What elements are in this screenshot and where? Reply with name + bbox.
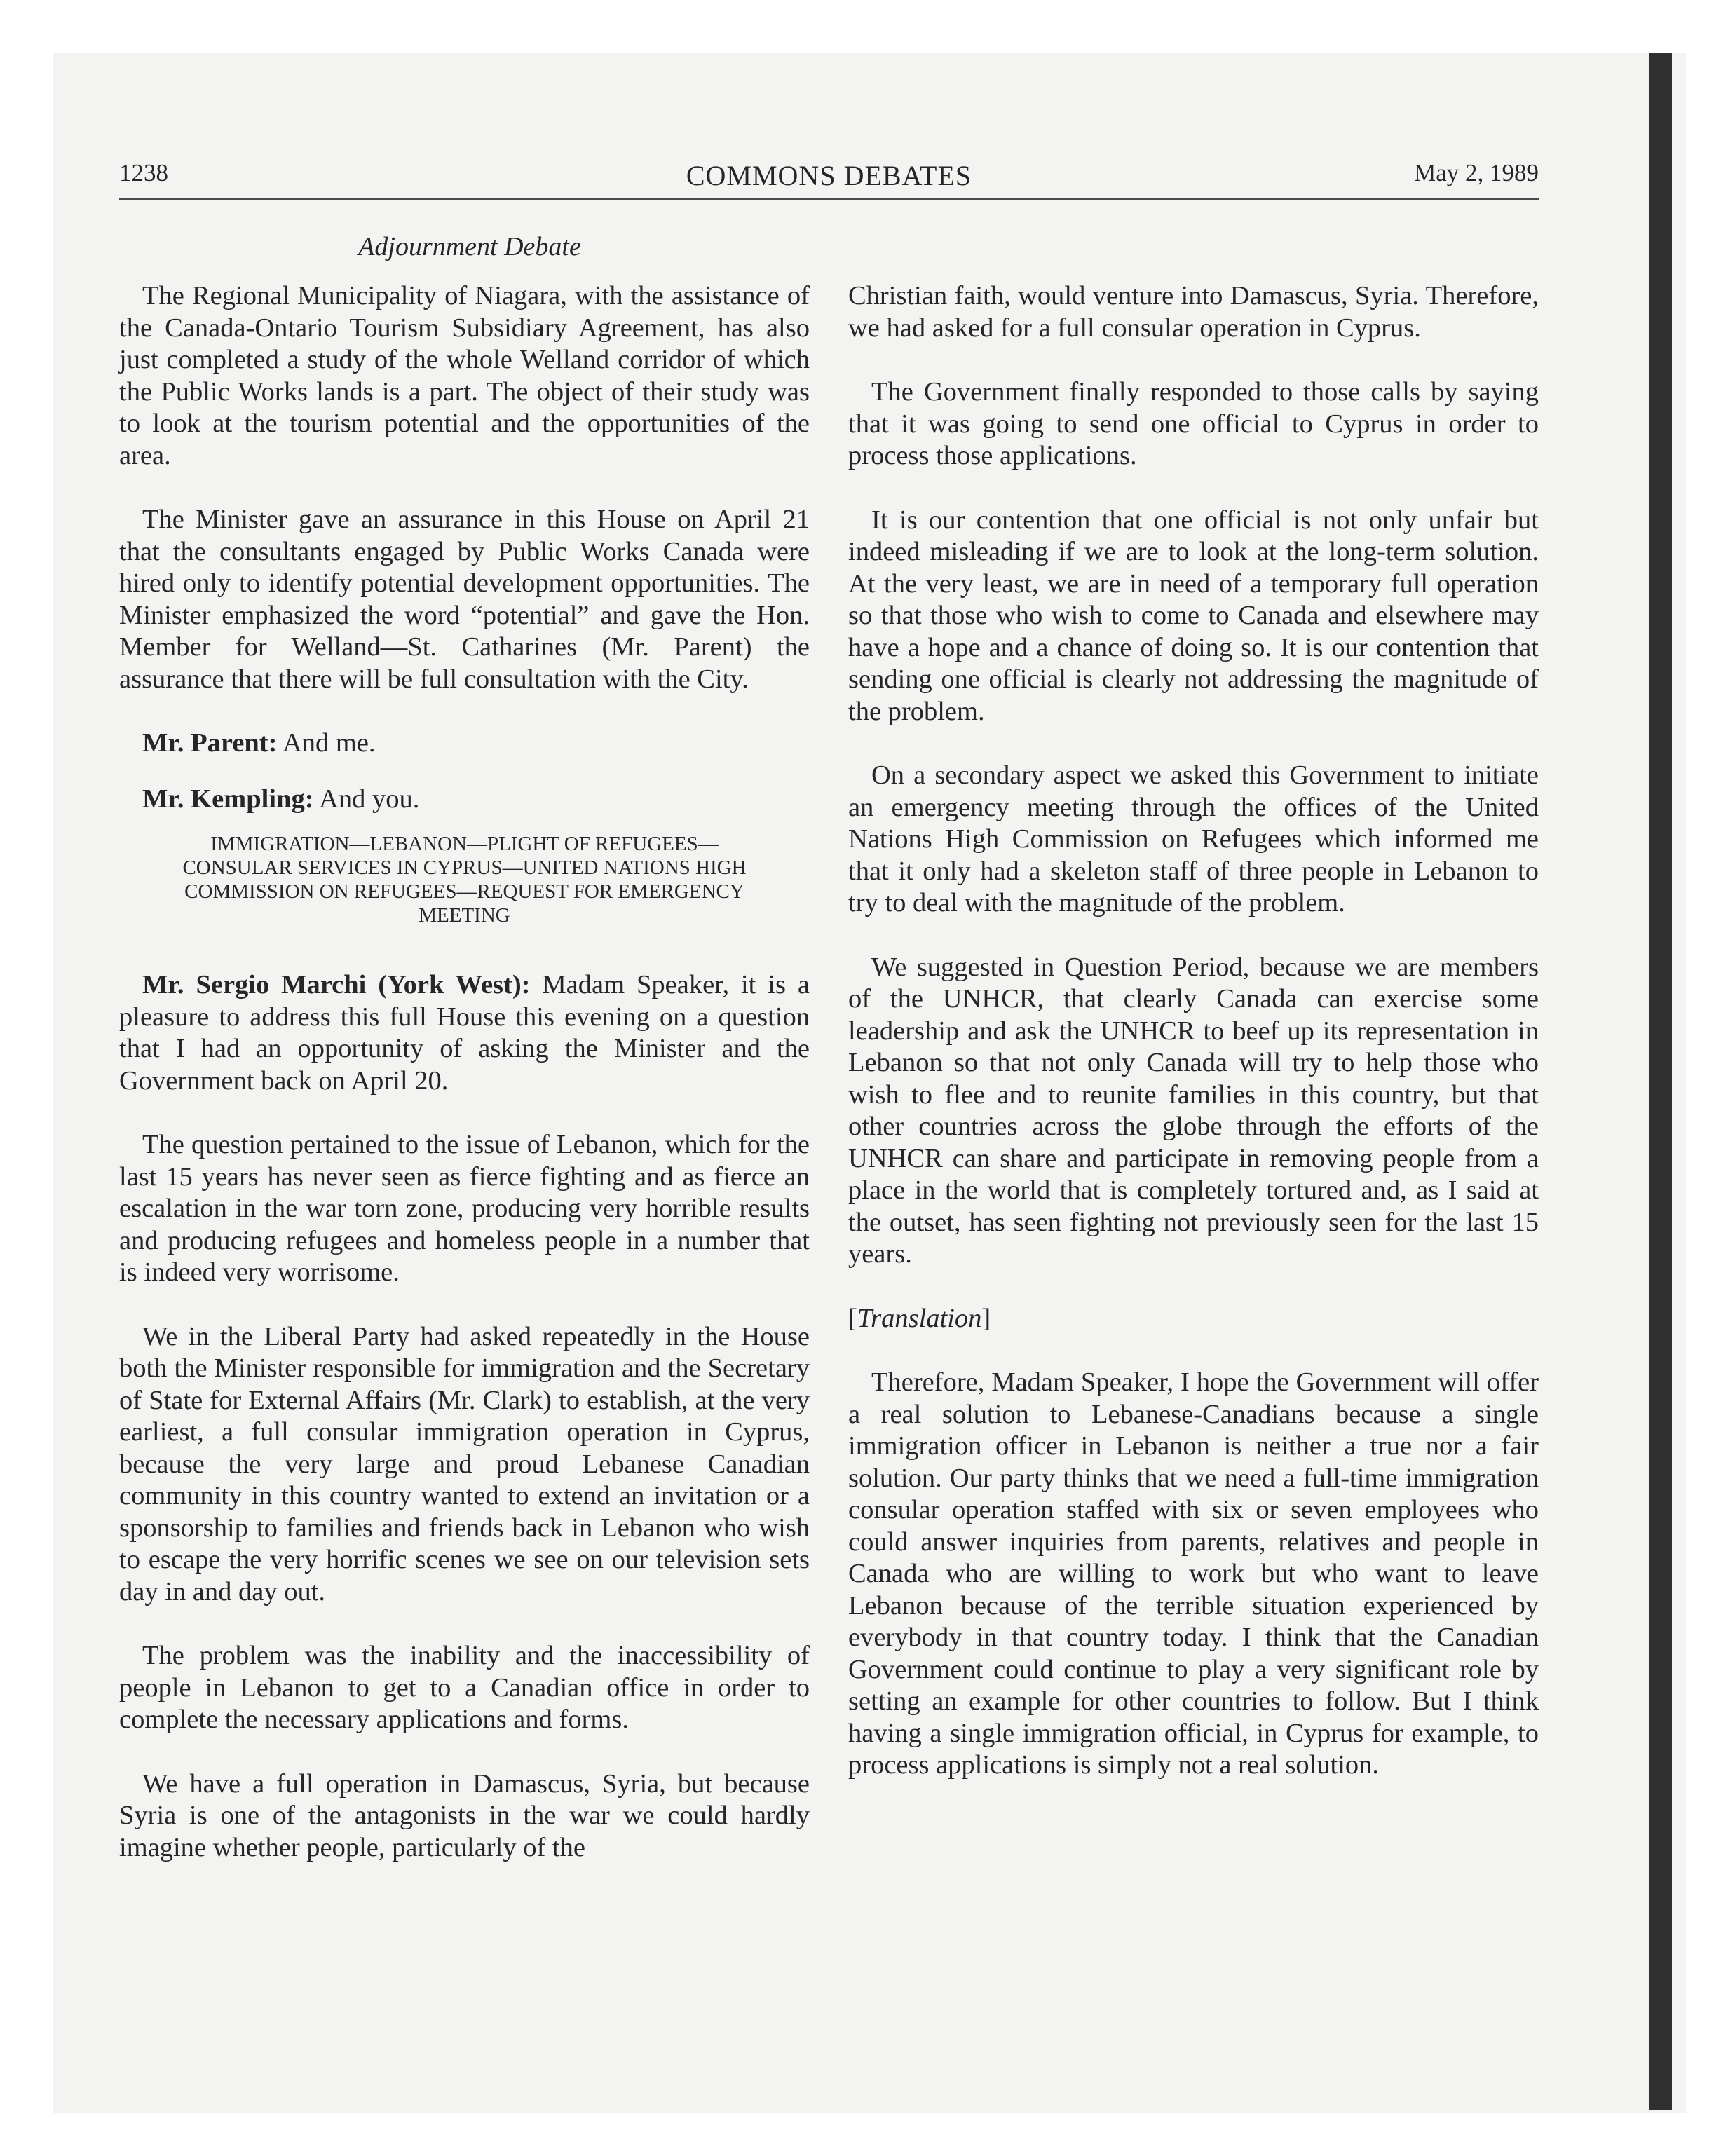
page-number: 1238 xyxy=(119,159,168,186)
journal-title: COMMONS DEBATES xyxy=(686,160,972,191)
translation-label: Translation xyxy=(857,1303,982,1333)
paragraph: Therefore, Madam Speaker, I hope the Government will offer a real solution to Lebanese-Canadians because a single immigration officer in Lebanon is neither a true nor a fair solution. Our party thinks that we need a full-time immigration consular operation staffed with six or seven employees who could answer inquiries from parents, relatives and people in Canada who are willing to work but who want to leave Lebanon because of the terrible situation experienced by everybody in that country today. I think that the Canadian Government could continue to play a very significant role by setting an example for other countries to follow. But I think having a single immigration official, in Cyprus for example, to process applications is simply not a real solution. xyxy=(848,1367,1539,1780)
speech-text: And me. xyxy=(282,728,376,758)
left-column xyxy=(119,280,810,1896)
speech-text: Madam Speaker, it is a pleasure to address this full House this evening on a question that I had an opportunity of asking the Minister and the Government back on April 20. xyxy=(119,970,810,1096)
paragraph: The problem was the inability and the inaccessibility of people in Lebanon to get to a Canadian office in order to complete the necessary applications and forms. xyxy=(119,1641,810,1734)
paragraph: We have a full operation in Damascus, Syria, but because Syria is one of the antagonists in the war we could hardly imagine whether people, particularly of the xyxy=(119,1768,810,1862)
scan-edge-bar xyxy=(1649,53,1672,2110)
paragraph: The Government finally responded to those calls by saying that it was going to send one official to Cyprus in order to process those applications. xyxy=(848,377,1539,470)
paragraph: It is our contention that one official is not only unfair but indeed misleading if we are to look at the long-term solution. At the very least, we are in need of a temporary full operation so that those who wish to come to Canada and elsewhere may have a hope and a chance of doing so. It is our contention that sending one official is clearly not addressing the magnitude of the problem. xyxy=(848,505,1539,726)
paragraph: We suggested in Question Period, because we are members of the UNHCR, that clearly Canada can exercise some leadership and ask the UNHCR to beef up its representation in Lebanon so that not only Canada will try to help those who wish to flee and to reunite families in this country, but that other countries across the globe through the efforts of the UNHCR can share and participate in removing people from a place in the world that is completely tortured and, as I said at the outset, has seen fighting not previously seen for the last 15 years. xyxy=(848,952,1539,1269)
page-date: May 2, 1989 xyxy=(1414,159,1539,186)
bracket-open: [ xyxy=(848,1303,857,1333)
section-label: Adjournment Debate xyxy=(358,232,581,261)
speaker-name: Mr. Kempling: xyxy=(142,784,314,814)
translation-marker xyxy=(848,1303,1539,1335)
debate-heading: IMMIGRATION—LEBANON—PLIGHT OF REFUGEES—CONSULAR SERVICES IN CYPRUS—UNITED NATIONS HIGH COMMISSION ON REFUGEES—REQUEST FOR EMERGENCY MEETING xyxy=(182,833,747,927)
header-rule xyxy=(119,198,1539,200)
paragraph: We in the Liberal Party had asked repeatedly in the House both the Minister responsible for immigration and the Secretary of State for External Affairs (Mr. Clark) to establish, at the very earliest, a full consular immigration operation in Cyprus, because the very large and proud Lebanese Canadian community in this country wanted to extend an invitation or a sponsorship to families and friends back in Lebanon who wish to escape the very horrific scenes we see on our television sets day in and day out. xyxy=(119,1321,810,1606)
paragraph: The question pertained to the issue of Lebanon, which for the last 15 years has never seen as fierce fighting and as fierce an escalation in the war torn zone, producing very horrible results and producing refugees and homeless people in a number that is indeed very worrisome. xyxy=(119,1130,810,1287)
right-column xyxy=(848,280,1539,1814)
paragraph: On a secondary aspect we asked this Government to initiate an emergency meeting through the offices of the United Nations High Commission on Refugees which informed me that it only had a skeleton staff of three people in Lebanon to try to deal with the magnitude of the problem. xyxy=(848,760,1539,917)
exchange-paragraph xyxy=(119,728,810,760)
page-header xyxy=(119,156,1539,197)
speaker-name: Mr. Parent: xyxy=(142,728,278,758)
paragraph: Christian faith, would venture into Damascus, Syria. Therefore, we had asked for a full consular operation in Cyprus. xyxy=(848,281,1539,343)
exchange-paragraph xyxy=(119,784,810,816)
speech-text: And you. xyxy=(319,784,420,814)
bracket-close: ] xyxy=(981,1303,991,1333)
paragraph xyxy=(119,969,810,1097)
paragraph: The Regional Municipality of Niagara, with the assistance of the Canada-Ontario Tourism Subsidiary Agreement, has also just completed a study of the whole Welland corridor of which the Public Works lands is a part. The object of their study was to look at the tourism potential and the opportunities of the area. xyxy=(119,281,810,470)
speaker-name: Mr. Sergio Marchi (York West): xyxy=(142,970,531,999)
paragraph: The Minister gave an assurance in this House on April 21 that the consultants engaged by Public Works Canada were hired only to identify potential development opportunities. The Minister emphasized the word “potential” and gave the Hon. Member for Welland—St. Catharines (Mr. Parent) the assurance that there will be full consultation with the City. xyxy=(119,505,810,694)
